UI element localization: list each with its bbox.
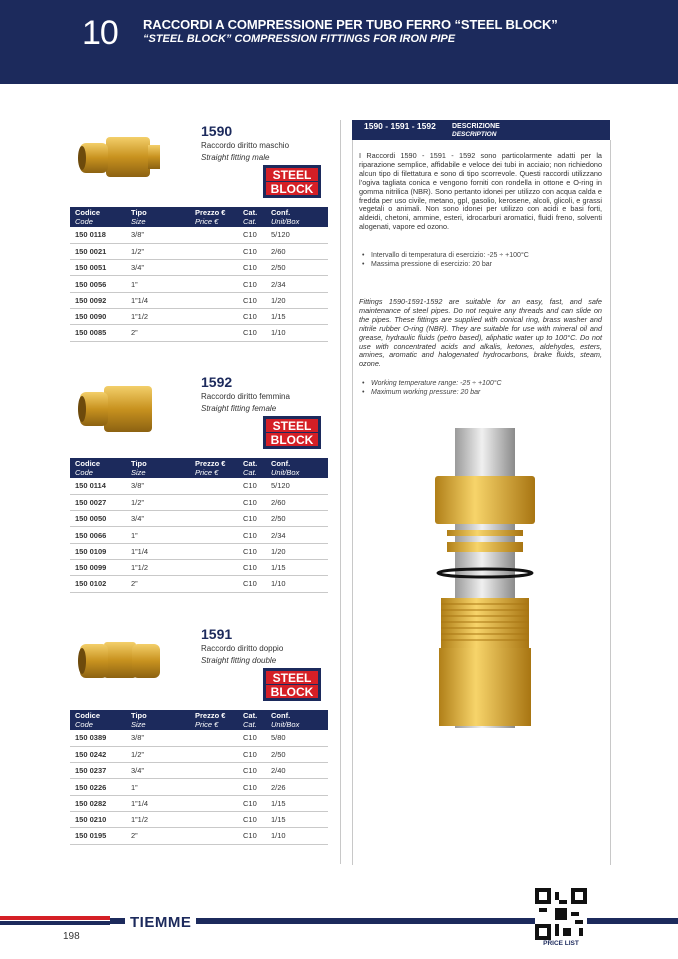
- table-cell: 150 0226: [70, 779, 126, 795]
- description-text-en: Fittings 1590-1591-1592 are suitable for an easy, fast, and safe maintenance of steel pipes. Do not require any threads and can slide on the pipes. These fittings are supplied with conical ring, brass washer and nitrile rubber O-ring (NBR). They are suitable for use with mineral oil and grease, hydraulic fluids (petro based), aliphatic water up to 100°C. Do not use with concentrated acids and alkalis, ketones, aldehydes, esters, amines, aromatic and halogenated hydrocarbons, brake fluids, steam, ozone.: [359, 297, 602, 369]
- product-name-en: Straight fitting double: [201, 656, 277, 665]
- table-header-cell: [238, 458, 266, 478]
- table-cell: [190, 325, 238, 341]
- spec-item: • Maximum working pressure: 20 bar: [359, 388, 602, 397]
- header-label-en: Unit/Box: [271, 720, 300, 729]
- table-cell: [190, 543, 238, 559]
- table-cell: 1/10: [266, 828, 328, 844]
- table-header-cell: [70, 207, 126, 227]
- table-row: [70, 276, 328, 292]
- table-header-cell: [70, 710, 126, 730]
- page-title-en: “STEEL BLOCK” COMPRESSION FITTINGS FOR IRON PIPE: [143, 33, 456, 45]
- page-title-it: RACCORDI A COMPRESSIONE PER TUBO FERRO “STEEL BLOCK”: [143, 17, 558, 32]
- table-cell: 3/4”: [126, 260, 190, 276]
- table-cell: 1/10: [266, 325, 328, 341]
- table-row: [70, 292, 328, 308]
- table-header-cell: [266, 710, 328, 730]
- spec-item: • Massima pressione di esercizio: 20 bar: [359, 260, 602, 269]
- page-number: 198: [63, 931, 80, 942]
- table-cell: 150 0114: [70, 478, 126, 494]
- product-code: 1592: [201, 374, 233, 390]
- table-row: [70, 795, 328, 811]
- brand-logo-text: TIEMME: [125, 914, 196, 931]
- badge-line-2: BLOCK: [270, 433, 314, 447]
- table-cell: 150 0102: [70, 576, 126, 592]
- badge-line-1: STEEL: [272, 671, 312, 685]
- badge-line-1: STEEL: [272, 168, 312, 182]
- table-cell: 1”: [126, 779, 190, 795]
- table-cell: [190, 576, 238, 592]
- fitting-product-image: [76, 632, 162, 690]
- table-cell: 2”: [126, 828, 190, 844]
- table-cell: C10: [238, 227, 266, 243]
- product-name-it: Raccordo diritto femmina: [201, 392, 290, 401]
- table-cell: [190, 227, 238, 243]
- chapter-number: 10: [82, 14, 118, 52]
- header-label-it: Cat.: [243, 459, 258, 468]
- table-cell: 2/60: [266, 494, 328, 510]
- table-header-cell: [126, 458, 190, 478]
- header-label-en: Code: [75, 217, 93, 226]
- table-cell: 1”1/2: [126, 308, 190, 324]
- table-cell: [190, 746, 238, 762]
- table-cell: C10: [238, 292, 266, 308]
- badge-line-2: BLOCK: [270, 685, 314, 699]
- table-row: [70, 494, 328, 510]
- table-header-cell: [190, 207, 238, 227]
- table-cell: 150 0066: [70, 527, 126, 543]
- table-cell: 1/15: [266, 559, 328, 575]
- table-cell: 150 0051: [70, 260, 126, 276]
- description-label-en: DESCRIPTION: [452, 131, 497, 138]
- table-header-cell: [126, 710, 190, 730]
- table-cell: 150 0056: [70, 276, 126, 292]
- table-header-cell: [190, 710, 238, 730]
- table-cell: 2/50: [266, 260, 328, 276]
- header-label-it: Cat.: [243, 208, 258, 217]
- header-label-en: Cat.: [243, 720, 257, 729]
- table-cell: C10: [238, 779, 266, 795]
- steel-block-badge: [263, 668, 321, 701]
- table-cell: [190, 292, 238, 308]
- header-label-en: Price €: [195, 720, 219, 729]
- table-header-cell: [266, 458, 328, 478]
- table-cell: 2/40: [266, 763, 328, 779]
- table-cell: 1/10: [266, 576, 328, 592]
- header-label-it: Codice: [75, 208, 101, 217]
- header-label-it: Codice: [75, 459, 101, 468]
- badge-line-2: BLOCK: [270, 182, 314, 196]
- table-cell: 150 0237: [70, 763, 126, 779]
- table-cell: 3/8”: [126, 227, 190, 243]
- price-table: [70, 710, 328, 845]
- table-header-cell: [70, 458, 126, 478]
- table-cell: 1/15: [266, 308, 328, 324]
- table-row: [70, 527, 328, 543]
- header-label-it: Conf.: [271, 459, 291, 468]
- header-label-it: Tipo: [131, 208, 147, 217]
- price-table: [70, 207, 328, 342]
- table-cell: 1”1/2: [126, 811, 190, 827]
- table-cell: 2”: [126, 576, 190, 592]
- product-name-en: Straight fitting male: [201, 153, 270, 162]
- table-cell: C10: [238, 543, 266, 559]
- table-cell: 1/20: [266, 292, 328, 308]
- table-row: [70, 325, 328, 341]
- table-row: [70, 828, 328, 844]
- product-name-it: Raccordo diritto maschio: [201, 141, 290, 150]
- table-row: [70, 779, 328, 795]
- spec-item: • Intervallo di temperatura di esercizio: -25 ÷ +100°C: [359, 251, 602, 260]
- table-cell: C10: [238, 746, 266, 762]
- table-cell: 2/34: [266, 276, 328, 292]
- table-cell: 1”: [126, 276, 190, 292]
- table-row: [70, 260, 328, 276]
- table-header-row: [70, 710, 328, 730]
- product-code: 1591: [201, 626, 233, 642]
- table-cell: 1/2”: [126, 746, 190, 762]
- fitting-product-image: [76, 380, 162, 438]
- table-cell: C10: [238, 730, 266, 746]
- table-row: [70, 511, 328, 527]
- table-cell: [190, 779, 238, 795]
- table-cell: 1”1/4: [126, 292, 190, 308]
- header-label-en: Unit/Box: [271, 217, 300, 226]
- table-cell: 2/60: [266, 243, 328, 259]
- description-label-it: DESCRIZIONE: [452, 123, 500, 130]
- table-cell: C10: [238, 576, 266, 592]
- table-cell: [190, 276, 238, 292]
- table-header-row: [70, 207, 328, 227]
- table-cell: 5/120: [266, 227, 328, 243]
- table-cell: [190, 243, 238, 259]
- table-cell: 150 0021: [70, 243, 126, 259]
- table-cell: C10: [238, 795, 266, 811]
- table-cell: 1/15: [266, 811, 328, 827]
- qr-code-label: PRICE LIST: [543, 940, 579, 947]
- price-table: [70, 458, 328, 593]
- table-cell: C10: [238, 243, 266, 259]
- description-specs-it: [359, 251, 602, 269]
- table-cell: [190, 795, 238, 811]
- fitting-exploded-illustration: [425, 428, 545, 733]
- table-cell: 150 0092: [70, 292, 126, 308]
- header-label-it: Codice: [75, 711, 101, 720]
- table-cell: C10: [238, 276, 266, 292]
- header-label-en: Cat.: [243, 217, 257, 226]
- header-label-it: Prezzo €: [195, 208, 226, 217]
- table-cell: 150 0389: [70, 730, 126, 746]
- table-cell: 1/2”: [126, 494, 190, 510]
- table-cell: C10: [238, 527, 266, 543]
- description-codes: 1590 - 1591 - 1592: [364, 121, 436, 131]
- fitting-product-image: [76, 129, 162, 187]
- table-cell: 150 0090: [70, 308, 126, 324]
- table-cell: 2/34: [266, 527, 328, 543]
- table-row: [70, 243, 328, 259]
- description-border-right: [610, 140, 611, 865]
- product-code: 1590: [201, 123, 233, 139]
- badge-line-1: STEEL: [272, 419, 312, 433]
- table-header-cell: [190, 458, 238, 478]
- steel-block-badge: [263, 416, 321, 449]
- table-cell: C10: [238, 559, 266, 575]
- table-header-row: [70, 458, 328, 478]
- header-label-en: Unit/Box: [271, 468, 300, 477]
- table-cell: C10: [238, 763, 266, 779]
- table-row: [70, 576, 328, 592]
- table-cell: 1”1/4: [126, 543, 190, 559]
- header-label-it: Tipo: [131, 711, 147, 720]
- header-label-en: Cat.: [243, 468, 257, 477]
- table-cell: 150 0027: [70, 494, 126, 510]
- table-header-cell: [238, 207, 266, 227]
- table-cell: 150 0195: [70, 828, 126, 844]
- description-text-it: I Raccordi 1590 - 1591 - 1592 sono particolarmente adatti per la riparazione semplice, affidabile e veloce dei tubi in acciaio; non richiedono alcun tipo di filettatura e sono di tipo scorrevole. Questi raccordi utilizzano l’ogiva tagliata conica e vengono forniti con rondella in ottone e O-ring in gomma nitrilica (NBR). Sono pertanto idonei per utilizzo con acqua calda e fredda per uso civile, metano, gpl, gasolio, kerosene, alcoli, glicoli, e grassi vegetali o animali. Non sono idonei per utilizzo con acidi e basi forti, aldeidi, chetoni, ammine, esteri, idrocarburi aromatici, fluidi freno, solventi alogenati, vapore ed ozono.: [359, 151, 602, 232]
- table-cell: 3/8”: [126, 730, 190, 746]
- table-cell: [190, 811, 238, 827]
- header-label-it: Prezzo €: [195, 711, 226, 720]
- table-row: [70, 543, 328, 559]
- table-cell: C10: [238, 478, 266, 494]
- table-row: [70, 811, 328, 827]
- header-label-en: Size: [131, 468, 146, 477]
- table-cell: 1”1/4: [126, 795, 190, 811]
- column-divider: [340, 120, 341, 864]
- description-specs-en: [359, 379, 602, 397]
- product-name-en: Straight fitting female: [201, 404, 277, 413]
- table-cell: [190, 260, 238, 276]
- header-label-en: Code: [75, 720, 93, 729]
- table-cell: [190, 763, 238, 779]
- table-cell: 2/50: [266, 746, 328, 762]
- description-header: [352, 120, 610, 140]
- table-cell: 150 0118: [70, 227, 126, 243]
- table-cell: 2”: [126, 325, 190, 341]
- table-cell: [190, 527, 238, 543]
- table-cell: 3/8”: [126, 478, 190, 494]
- table-cell: 150 0242: [70, 746, 126, 762]
- table-row: [70, 746, 328, 762]
- description-border-left: [352, 140, 353, 865]
- header-label-it: Prezzo €: [195, 459, 226, 468]
- table-header-cell: [238, 710, 266, 730]
- table-cell: 1”: [126, 527, 190, 543]
- table-cell: 1/2”: [126, 243, 190, 259]
- table-cell: C10: [238, 511, 266, 527]
- table-cell: 1/15: [266, 795, 328, 811]
- table-cell: [190, 478, 238, 494]
- table-cell: 150 0282: [70, 795, 126, 811]
- table-cell: 150 0210: [70, 811, 126, 827]
- header-label-it: Cat.: [243, 711, 258, 720]
- table-header-cell: [126, 207, 190, 227]
- table-cell: C10: [238, 260, 266, 276]
- table-cell: 150 0099: [70, 559, 126, 575]
- table-cell: 2/50: [266, 511, 328, 527]
- table-cell: C10: [238, 828, 266, 844]
- table-cell: [190, 511, 238, 527]
- product-name-it: Raccordo diritto doppio: [201, 644, 284, 653]
- table-cell: 2/26: [266, 779, 328, 795]
- table-cell: [190, 308, 238, 324]
- header-label-en: Size: [131, 217, 146, 226]
- table-row: [70, 308, 328, 324]
- table-cell: 3/4”: [126, 511, 190, 527]
- table-cell: C10: [238, 325, 266, 341]
- table-cell: 1”1/2: [126, 559, 190, 575]
- table-cell: 150 0050: [70, 511, 126, 527]
- header-label-en: Price €: [195, 217, 219, 226]
- steel-block-badge: [263, 165, 321, 198]
- table-cell: C10: [238, 494, 266, 510]
- header-label-en: Size: [131, 720, 146, 729]
- spec-item: • Working temperature range: -25 ÷ +100°C: [359, 379, 602, 388]
- table-cell: C10: [238, 308, 266, 324]
- table-cell: 3/4”: [126, 763, 190, 779]
- table-header-cell: [266, 207, 328, 227]
- table-cell: [190, 730, 238, 746]
- table-cell: [190, 559, 238, 575]
- header-label-it: Conf.: [271, 208, 291, 217]
- table-cell: 5/80: [266, 730, 328, 746]
- header-label-it: Conf.: [271, 711, 291, 720]
- table-cell: [190, 494, 238, 510]
- table-row: [70, 763, 328, 779]
- table-cell: 5/120: [266, 478, 328, 494]
- table-cell: C10: [238, 811, 266, 827]
- table-row: [70, 227, 328, 243]
- table-row: [70, 730, 328, 746]
- table-cell: 1/20: [266, 543, 328, 559]
- qr-code-icon[interactable]: [535, 888, 587, 940]
- table-cell: 150 0109: [70, 543, 126, 559]
- table-cell: [190, 828, 238, 844]
- page-header: [0, 0, 678, 84]
- table-row: [70, 478, 328, 494]
- table-cell: 150 0085: [70, 325, 126, 341]
- header-label-en: Code: [75, 468, 93, 477]
- header-label-it: Tipo: [131, 459, 147, 468]
- table-row: [70, 559, 328, 575]
- header-label-en: Price €: [195, 468, 219, 477]
